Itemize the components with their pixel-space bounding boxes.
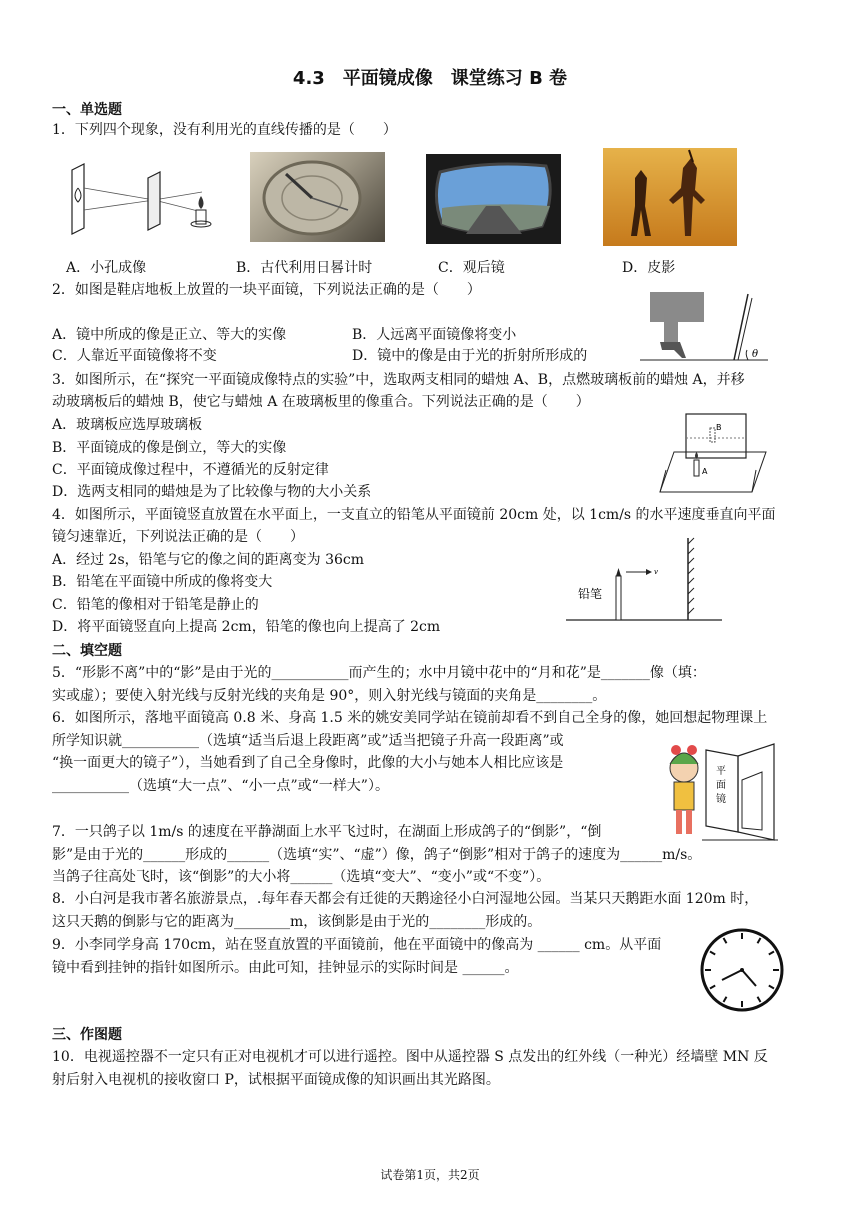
q6-figure-label-1: 平 [716,766,726,777]
question-4-stem-line2: 镜匀速靠近，下列说法正确的是（ ） [52,529,304,545]
q4-figure-velocity-label: v [654,568,658,576]
q3-option-b: B．平面镜成的像是倒立，等大的实像 [52,440,287,456]
q6-figure-label-2: 面 [716,780,726,791]
q3-figure-label-b: B [716,423,722,432]
question-4-stem-line1: 4．如图所示，平面镜竖直放置在水平面上，一支直立的铅笔从平面镜前 20cm 处，以 1cm/s 的水平速度垂直向平面 [52,507,776,523]
q3-figure-label-a: A [702,467,708,476]
mirrored-wall-clock-figure [698,926,786,1014]
page-title: 4.3 平面镜成像 课堂练习 B 卷 [292,68,568,89]
question-9-line2: 镜中看到挂钟的指针如图所示。由此可知，挂钟显示的实际时间是 ______。 [52,960,519,976]
q4-figure-pencil-label: 铅笔 [578,587,603,601]
question-6-line1: 6．如图所示，落地平面镜高 0.8 米、身高 1.5 米的姚安美同学站在镜前却看不到自己全身的像，她回想起物理课上 [52,710,768,726]
question-9-line1: 9．小李同学身高 170cm，站在竖直放置的平面镜前，他在平面镜中的像高为 ______ cm。从平面 [52,937,662,953]
question-10-line1: 10．电视遥控器不一定只有正对电视机才可以进行遥控。图中从遥控器 S 点发出的红外线（一种光）经墙壁 MN 反 [52,1049,768,1065]
question-7-line2: 影”是由于光的______形成的______（选填“实”、“虚”）像，鸽子“倒影”相对于鸽子的速度为______m/s。 [52,847,702,863]
question-6-line4: ___________（选填“大一点”、“小一点”或“一样大”）。 [52,778,389,794]
question-1-stem: 1．下列四个现象，没有利用光的直线传播的是（ ） [52,122,397,138]
question-8-line2: 这只天鹅的倒影与它的距离为________m，该倒影是由于光的________形成的。 [52,914,542,930]
pinhole-camera-figure [62,158,222,240]
q2-option-c: C．人靠近平面镜像将不变 [52,348,217,364]
q4-option-a: A．经过 2s，铅笔与它的像之间的距离变为 36cm [52,552,365,568]
question-7-line1: 7．一只鸽子以 1m/s 的速度在平静湖面上水平飞过时，在湖面上形成鸽子的“倒影”，“倒 [52,824,602,840]
q1-option-d: D．皮影 [622,260,676,276]
sundial-photo [250,152,385,242]
q4-option-d: D．将平面镜竖直向上提高 2cm，铅笔的像也向上提高了 2cm [52,619,441,635]
question-3-stem-line1: 3．如图所示，在“探究一平面镜成像特点的实验”中，选取两支相同的蜡烛 A、B，点燃玻璃板前的蜡烛 A，并移 [52,372,745,388]
section-heading-fill-in: 二、填空题 [52,643,122,659]
q1-option-c: C．观后镜 [438,260,505,276]
question-5-line2: 实或虚）；要使入射光线与反射光线的夹角是 90°，则入射光线与镜面的夹角是________。 [52,688,607,704]
q4-option-c: C．铅笔的像相对于铅笔是静止的 [52,597,259,613]
q2-figure-angle-label: θ [752,349,759,360]
shadow-puppet-photo [603,148,737,246]
q3-option-d: D．选两支相同的蜡烛是为了比较像与物的大小关系 [52,484,372,500]
q3-option-a: A．玻璃板应选厚玻璃板 [52,417,203,433]
question-6-line2: 所学知识就___________（选填“适当后退上段距离”或”适当把镜子升高一段距离”或 [52,733,564,749]
q2-option-b: B．人远离平面镜像将变小 [352,327,517,343]
pencil-mirror-figure [566,534,726,626]
q3-option-c: C．平面镜成像过程中，不遵循光的反射定律 [52,462,329,478]
q1-option-b: B．古代利用日晷计时 [236,260,373,276]
q2-option-d: D．镜中的像是由于光的折射所形成的 [352,348,588,364]
section-heading-drawing: 三、作图题 [52,1027,122,1043]
question-6-line3: “换一面更大的镜子”），当她看到了自己全身像时，此像的大小与她本人相比应该是 [52,755,564,771]
question-2-stem: 2．如图是鞋店地板上放置的一块平面镜，下列说法正确的是（ ） [52,282,481,298]
shoe-mirror-figure [640,288,768,364]
rearview-mirror-photo [426,154,561,244]
girl-floor-mirror-figure [662,740,780,850]
question-7-line3: 当鸽子往高处飞时，该“倒影”的大小将______（选填“变大”、“变小”或“不变”）。 [52,869,551,885]
q4-option-b: B．铅笔在平面镜中所成的像将变大 [52,574,273,590]
q1-option-a: A．小孔成像 [66,260,147,276]
q6-figure-label-3: 镜 [716,794,726,805]
question-8-line1: 8．小白河是我市著名旅游景点，.每年春天都会有迁徙的天鹅途径小白河湿地公园。当某只天鹅距水面 120m 时， [52,891,759,907]
question-5-line1: 5．“形影不离”中的“影”是由于光的___________而产生的；水中月镜中花中的“月和花”是_______像（填： [52,665,706,681]
question-10-line2: 射后射入电视机的接收窗口 P，试根据平面镜成像的知识画出其光路图。 [52,1072,500,1088]
section-heading-single-choice: 一、单选题 [52,102,122,118]
q2-option-a: A．镜中所成的像是正立、等大的实像 [52,327,287,343]
question-3-stem-line2: 动玻璃板后的蜡烛 B，使它与蜡烛 A 在玻璃板里的像重合。下列说法正确的是（ ） [52,394,590,410]
candle-glass-plate-figure [656,408,768,498]
page-footer: 试卷第1页，共2页 [380,1168,480,1182]
